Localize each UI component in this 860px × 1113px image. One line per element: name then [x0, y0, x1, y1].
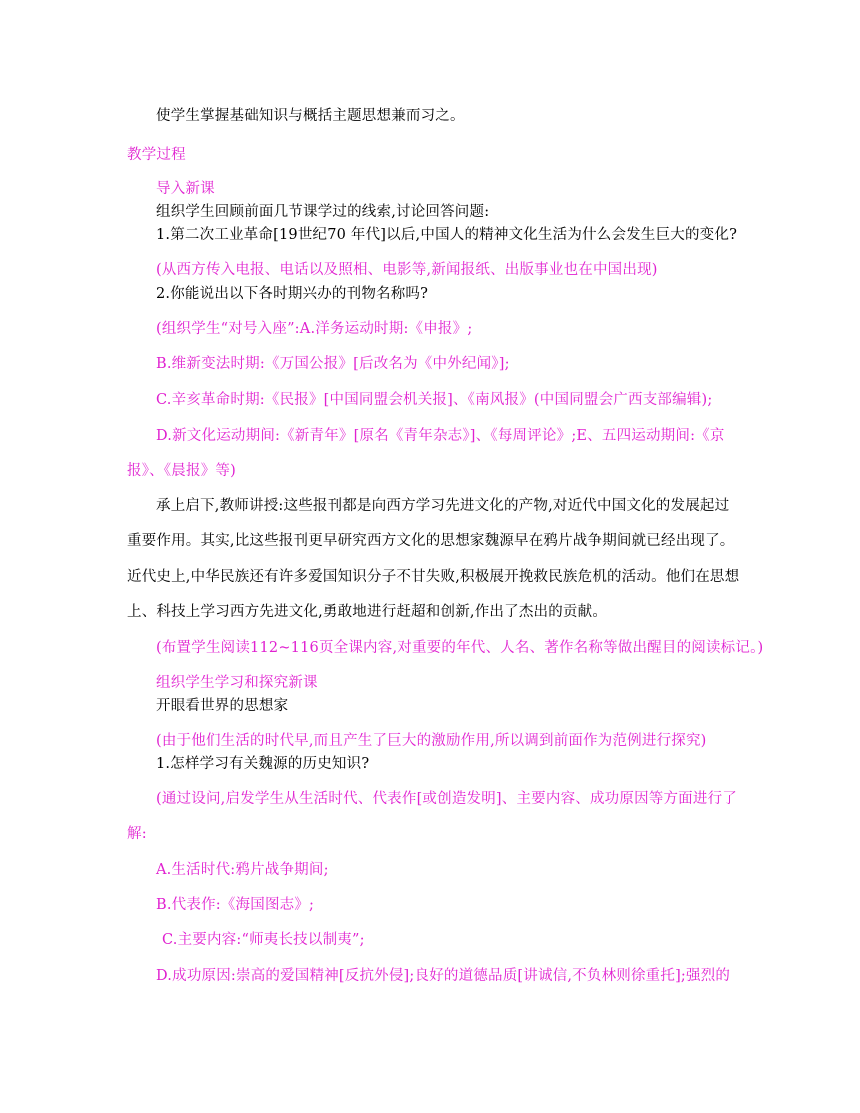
- answer-line: C.主要内容:“师夷长技以制夷”;: [162, 932, 365, 948]
- answer-line: A.生活时代:鸦片战争期间;: [156, 862, 329, 878]
- instruction-line: (布置学生阅读112~116页全课内容,对重要的年代、人名、著作名称等做出醒目的阅读标记。): [156, 640, 764, 656]
- text-line: 组织学生回顾前面几节课学过的线索,讨论回答问题:: [156, 204, 490, 220]
- subsection-heading: 组织学生学习和探究新课: [156, 675, 318, 691]
- text-line: 近代史上,中华民族还有许多爱国知识分子不甘失败,积极展开挽救民族危机的活动。他们在思想: [127, 569, 740, 585]
- text-line: 上、科技上学习西方先进文化,勇敢地进行赶超和创新,作出了杰出的贡献。: [127, 604, 608, 620]
- answer-line: (通过设问,启发学生从生活时代、代表作[或创造发明]、主要内容、成功原因等方面进行了: [156, 791, 737, 807]
- text-line: 重要作用。其实,比这些报刊更早研究西方文化的思想家魏源早在鸦片战争期间就已经出现了。: [127, 533, 735, 549]
- question-line: 1.怎样学习有关魏源的历史知识?: [156, 756, 370, 772]
- answer-line: 解:: [127, 826, 147, 842]
- answer-line: D.新文化运动期间:《新青年》[原名《青年杂志》]、《每周评论》;E、五四运动期间:《京: [156, 428, 725, 444]
- text-line: 使学生掌握基础知识与概括主题思想兼而习之。: [156, 108, 465, 124]
- answer-line: B.维新变法时期:《万国公报》[后改名为《中外纪闻》];: [156, 356, 510, 372]
- answer-line: (从西方传入电报、电话以及照相、电影等,新闻报纸、出版事业也在中国出现): [156, 262, 658, 278]
- subsection-heading: 导入新课: [156, 181, 215, 197]
- answer-line: (组织学生“对号入座”:A.洋务运动时期:《申报》;: [156, 321, 473, 337]
- question-line: 1.第二次工业革命[19世纪70 年代]以后,中国人的精神文化生活为什么会发生巨大的变化?: [156, 227, 738, 243]
- text-line: 承上启下,教师讲授:这些报刊都是向西方学习先进文化的产物,对近代中国文化的发展起过: [156, 498, 730, 514]
- answer-line: D.成功原因:崇高的爱国精神[反抗外侵];良好的道德品质[讲诚信,不负林则徐重托];强烈的: [156, 968, 731, 984]
- answer-line: C.辛亥革命时期:《民报》[中国同盟会机关报]、《南风报》(中国同盟会广西支部编辑);: [156, 392, 713, 408]
- topic-title: 开眼看世界的思想家: [156, 698, 289, 714]
- answer-line: B.代表作:《海国图志》;: [156, 897, 315, 913]
- section-heading: 教学过程: [127, 147, 186, 163]
- answer-line: (由于他们生活的时代早,而且产生了巨大的激励作用,所以调到前面作为范例进行探究): [156, 733, 707, 749]
- answer-line: 报》、《晨报》等): [127, 463, 236, 479]
- question-line: 2.你能说出以下各时期兴办的刊物名称吗?: [156, 286, 429, 302]
